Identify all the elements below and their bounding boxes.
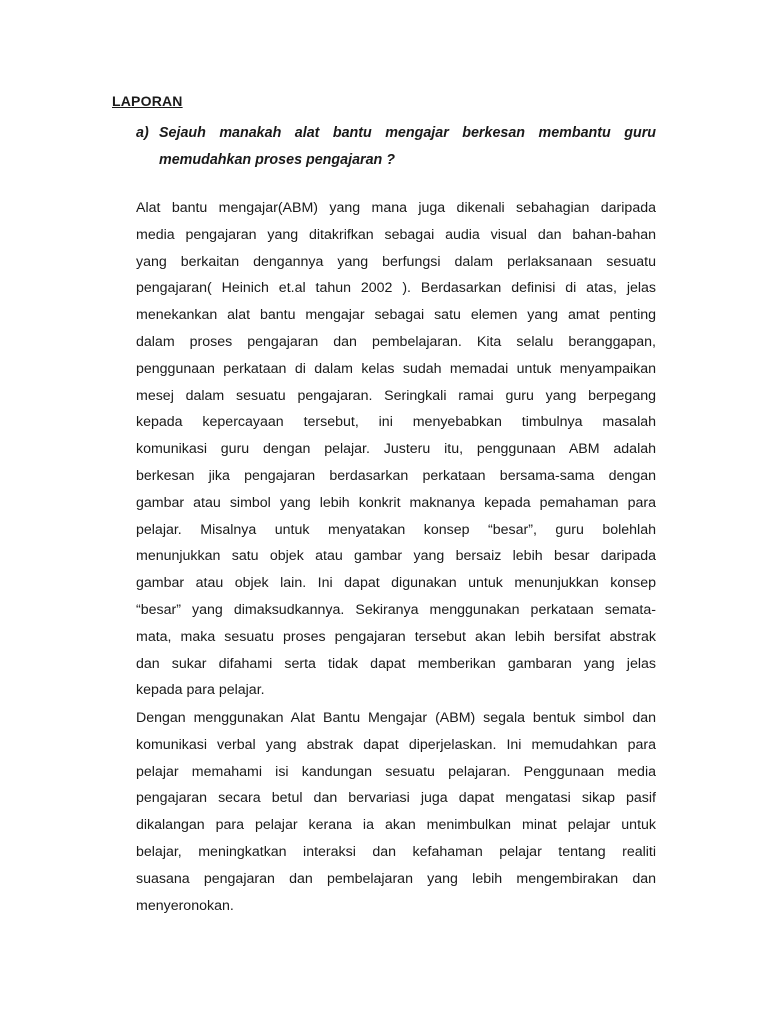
text-line: belajar, meningkatkan interaksi dan kefahaman pelajar tentang realiti <box>136 844 656 860</box>
text-line: pengajaran( Heinich et.al tahun 2002 ). Berdasarkan definisi di atas, jelas <box>136 280 656 297</box>
text-line: pelajar memahami isi kandungan sesuatu pelajaran. Penggunaan media <box>136 763 656 780</box>
text-line: komunikasi verbal yang abstrak dapat diperjelaskan. Ini memudahkan para <box>136 736 656 753</box>
text-line: media pengajaran yang ditakrifkan sebagai audia visual dan bahan-bahan <box>136 226 656 243</box>
text-line: dalam proses pengajaran dan pembelajaran. Kita selalu beranggapan, <box>136 334 656 350</box>
text-line: menyeronokan. <box>136 897 234 914</box>
text-line: suasana pengajaran dan pembelajaran yang lebih mengembirakan dan <box>136 870 656 887</box>
question-marker: a) <box>136 125 149 141</box>
text-line: yang berkaitan dengannya yang berfungsi dalam perlaksanaan sesuatu <box>136 253 656 270</box>
text-line: mata, maka sesuatu proses pengajaran tersebut akan lebih bersifat abstrak <box>136 628 656 645</box>
text-line: menekankan alat bantu mengajar sebagai satu elemen yang amat penting <box>136 307 656 324</box>
text-line: “besar” yang dimaksudkannya. Sekiranya menggunakan perkataan semata- <box>136 602 656 618</box>
text-line: gambar atau objek lain. Ini dapat digunakan untuk menunjukkan konsep <box>136 575 656 592</box>
text-line: gambar atau simbol yang lebih konkrit maknanya kepada pemahaman para <box>136 494 656 511</box>
question-text: Sejauh manakah alat bantu mengajar berkesan membantu guru memudahkan proses pengajaran ? <box>159 125 656 168</box>
text-line: menunjukkan satu objek atau gambar yang bersaiz lebih besar daripada <box>136 548 656 565</box>
text-line: Alat bantu mengajar(ABM) yang mana juga dikenali sebahagian daripada <box>136 200 656 216</box>
text-line: komunikasi guru dengan pelajar. Justeru itu, penggunaan ABM adalah <box>136 441 656 458</box>
text-line: kepada para pelajar. <box>136 682 265 699</box>
text-line: pengajaran secara betul dan bervariasi juga dapat mengatasi sikap pasif <box>136 790 656 807</box>
text-line: dan sukar difahami serta tidak dapat memberikan gambaran yang jelas <box>136 655 656 672</box>
text-line: mesej dalam sesuatu pengajaran. Seringkali ramai guru yang berpegang <box>136 387 656 404</box>
question-a <box>136 120 656 174</box>
text-line: berkesan jika pengajaran berdasarkan perkataan bersama-sama dengan <box>136 468 656 484</box>
text-line: Dengan menggunakan Alat Bantu Mengajar (ABM) segala bentuk simbol dan <box>136 710 656 726</box>
text-line: pelajar. Misalnya untuk menyatakan konsep “besar”, guru bolehlah <box>136 521 656 538</box>
report-heading: LAPORAN <box>112 93 183 109</box>
text-line: penggunaan perkataan di dalam kelas sudah memadai untuk menyampaikan <box>136 360 656 377</box>
text-line: dikalangan para pelajar kerana ia akan menimbulkan minat pelajar untuk <box>136 817 656 834</box>
text-line: kepada kepercayaan tersebut, ini menyebabkan timbulnya masalah <box>136 414 656 431</box>
